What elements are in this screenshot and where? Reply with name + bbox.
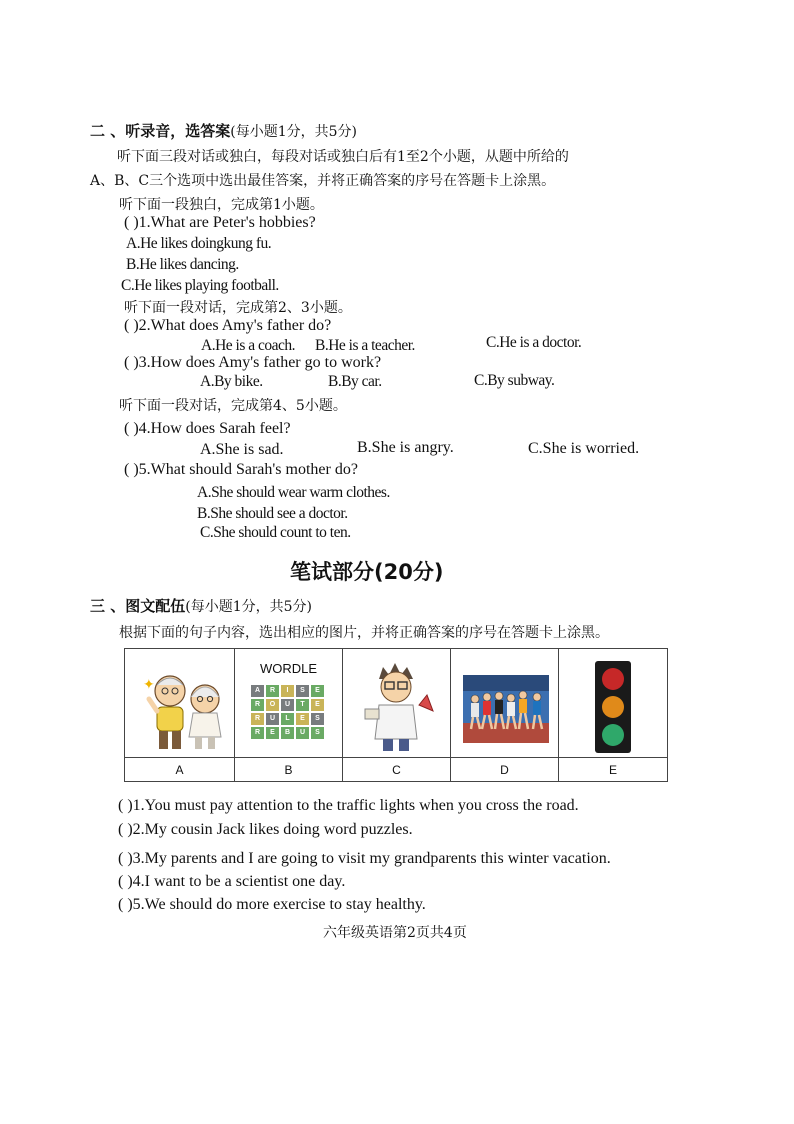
scientist-illustration [343,649,451,757]
matching-question-1: ( )1.You must pay attention to the traffic lights when you cross the road. [118,797,579,814]
wordle-tile: B [281,727,294,739]
wordle-title: WORDLE [259,661,318,676]
picture-label-e: E [559,757,667,782]
listening-question-3: ( )3.How does Amy's father go to work? [124,354,382,371]
traffic-light-illustration [559,649,667,757]
listening-q3-option-c: C.By subway. [474,372,555,389]
matching-question-2: ( )2.My cousin Jack likes doing word puzzles. [118,821,413,838]
wordle-tile: U [296,727,309,739]
section-3-intro: 根据下面的句子内容，选出相应的图片，并将正确答案的序号在答题卡上涂黑。 [119,625,609,641]
picture-label-b: B [235,757,343,782]
listening-q3-option-b: B.By car. [328,373,382,390]
listening-q2-option-a: A.He is a coach. [201,337,295,354]
wordle-tile: O [266,699,279,711]
matching-question-3: ( )3.My parents and I are going to visit my grandparents this winter vacation. [118,850,611,867]
section-3-title [90,595,312,616]
section-2-heading: 二 、听录音，选答案 [90,122,231,140]
listening-question-1: ( )1.What are Peter's hobbies? [124,214,316,231]
wordle-tile: U [266,713,279,725]
section-2-intro-2: A、B、C三个选项中选出最佳答案，并将正确答案的序号在答题卡上涂黑。 [90,173,556,189]
listening-q4-option-b: B.She is angry. [357,439,454,456]
wordle-tile: E [266,727,279,739]
picture-label-c: C [343,757,451,782]
wordle-row [251,727,324,739]
listening-question-4: ( )4.How does Sarah feel? [124,420,291,437]
listening-q5-option-c: C.She should count to ten. [200,524,351,541]
amber-light [602,696,624,718]
matching-question-5: ( )5.We should do more exercise to stay healthy. [118,896,426,913]
part-2-instruction: 听下面一段对话，完成第2、3小题。 [124,300,352,316]
page-footer: 六年级英语第2页共4页 [323,925,467,941]
part-1-instruction: 听下面一段独白，完成第1小题。 [119,197,324,213]
picture-c-scientist [343,649,451,757]
wordle-tile: E [296,713,309,725]
wordle-tile: S [311,713,324,725]
listening-q1-option-a: A.He likes doingkung fu. [126,235,272,252]
part-3-instruction: 听下面一段对话，完成第4、5小题。 [119,398,347,414]
listening-q1-option-c: C.He likes playing football. [121,277,279,294]
listening-q4-option-c: C.She is worried. [528,440,640,457]
red-light [602,668,624,690]
section-2-title [90,120,357,141]
wordle-row [251,685,324,697]
listening-q1-option-b: B.He likes dancing. [126,256,239,273]
wordle-tile: U [281,699,294,711]
wordle-tile: E [311,685,324,697]
grandparents-illustration [125,649,235,757]
wordle-tile: R [266,685,279,697]
section-2-intro-1: 听下面三段对话或独白，每段对话或独白后有1至2个小题，从题中所给的 [117,149,569,165]
wordle-tile: I [281,685,294,697]
section-3-note: (每小题1分，共5分) [185,599,312,615]
picture-label-d: D [451,757,559,782]
wordle-tile: R [251,699,264,711]
listening-q3-option-a: A.By bike. [200,373,263,390]
listening-q2-option-c: C.He is a doctor. [486,334,582,351]
picture-a-grandparents [125,649,235,757]
matching-question-4: ( )4.I want to be a scientist one day. [118,873,346,890]
listening-question-2: ( )2.What does Amy's father do? [124,317,332,334]
wordle-tile: A [251,685,264,697]
green-light [602,724,624,746]
picture-label-a: A [125,757,235,782]
picture-e-traffic-light [559,649,667,757]
wordle-tile: R [251,727,264,739]
wordle-grid [251,685,324,741]
listening-q5-option-b: B.She should see a doctor. [197,505,348,522]
picture-b-wordle [235,649,343,757]
written-part-title: 笔试部分(20分) [290,560,444,584]
wordle-row [251,713,324,725]
listening-q2-option-b: B.He is a teacher. [315,337,415,354]
wordle-tile: R [251,713,264,725]
listening-q5-option-a: A.She should wear warm clothes. [197,484,390,501]
wordle-tile: S [296,685,309,697]
wordle-tile: T [296,699,309,711]
wordle-tile: L [281,713,294,725]
picture-table [124,648,668,782]
wordle-tile: E [311,699,324,711]
section-3-heading: 三 、图文配伍 [90,597,186,615]
picture-d-runners [451,649,559,757]
wordle-tile: S [311,727,324,739]
section-2-note: (每小题1分，共5分) [230,124,357,140]
wordle-row [251,699,324,711]
listening-question-5: ( )5.What should Sarah's mother do? [124,461,358,478]
listening-q4-option-a: A.She is sad. [200,441,284,458]
runners-photo [451,649,559,757]
svg-text:✦: ✦ [143,677,155,693]
